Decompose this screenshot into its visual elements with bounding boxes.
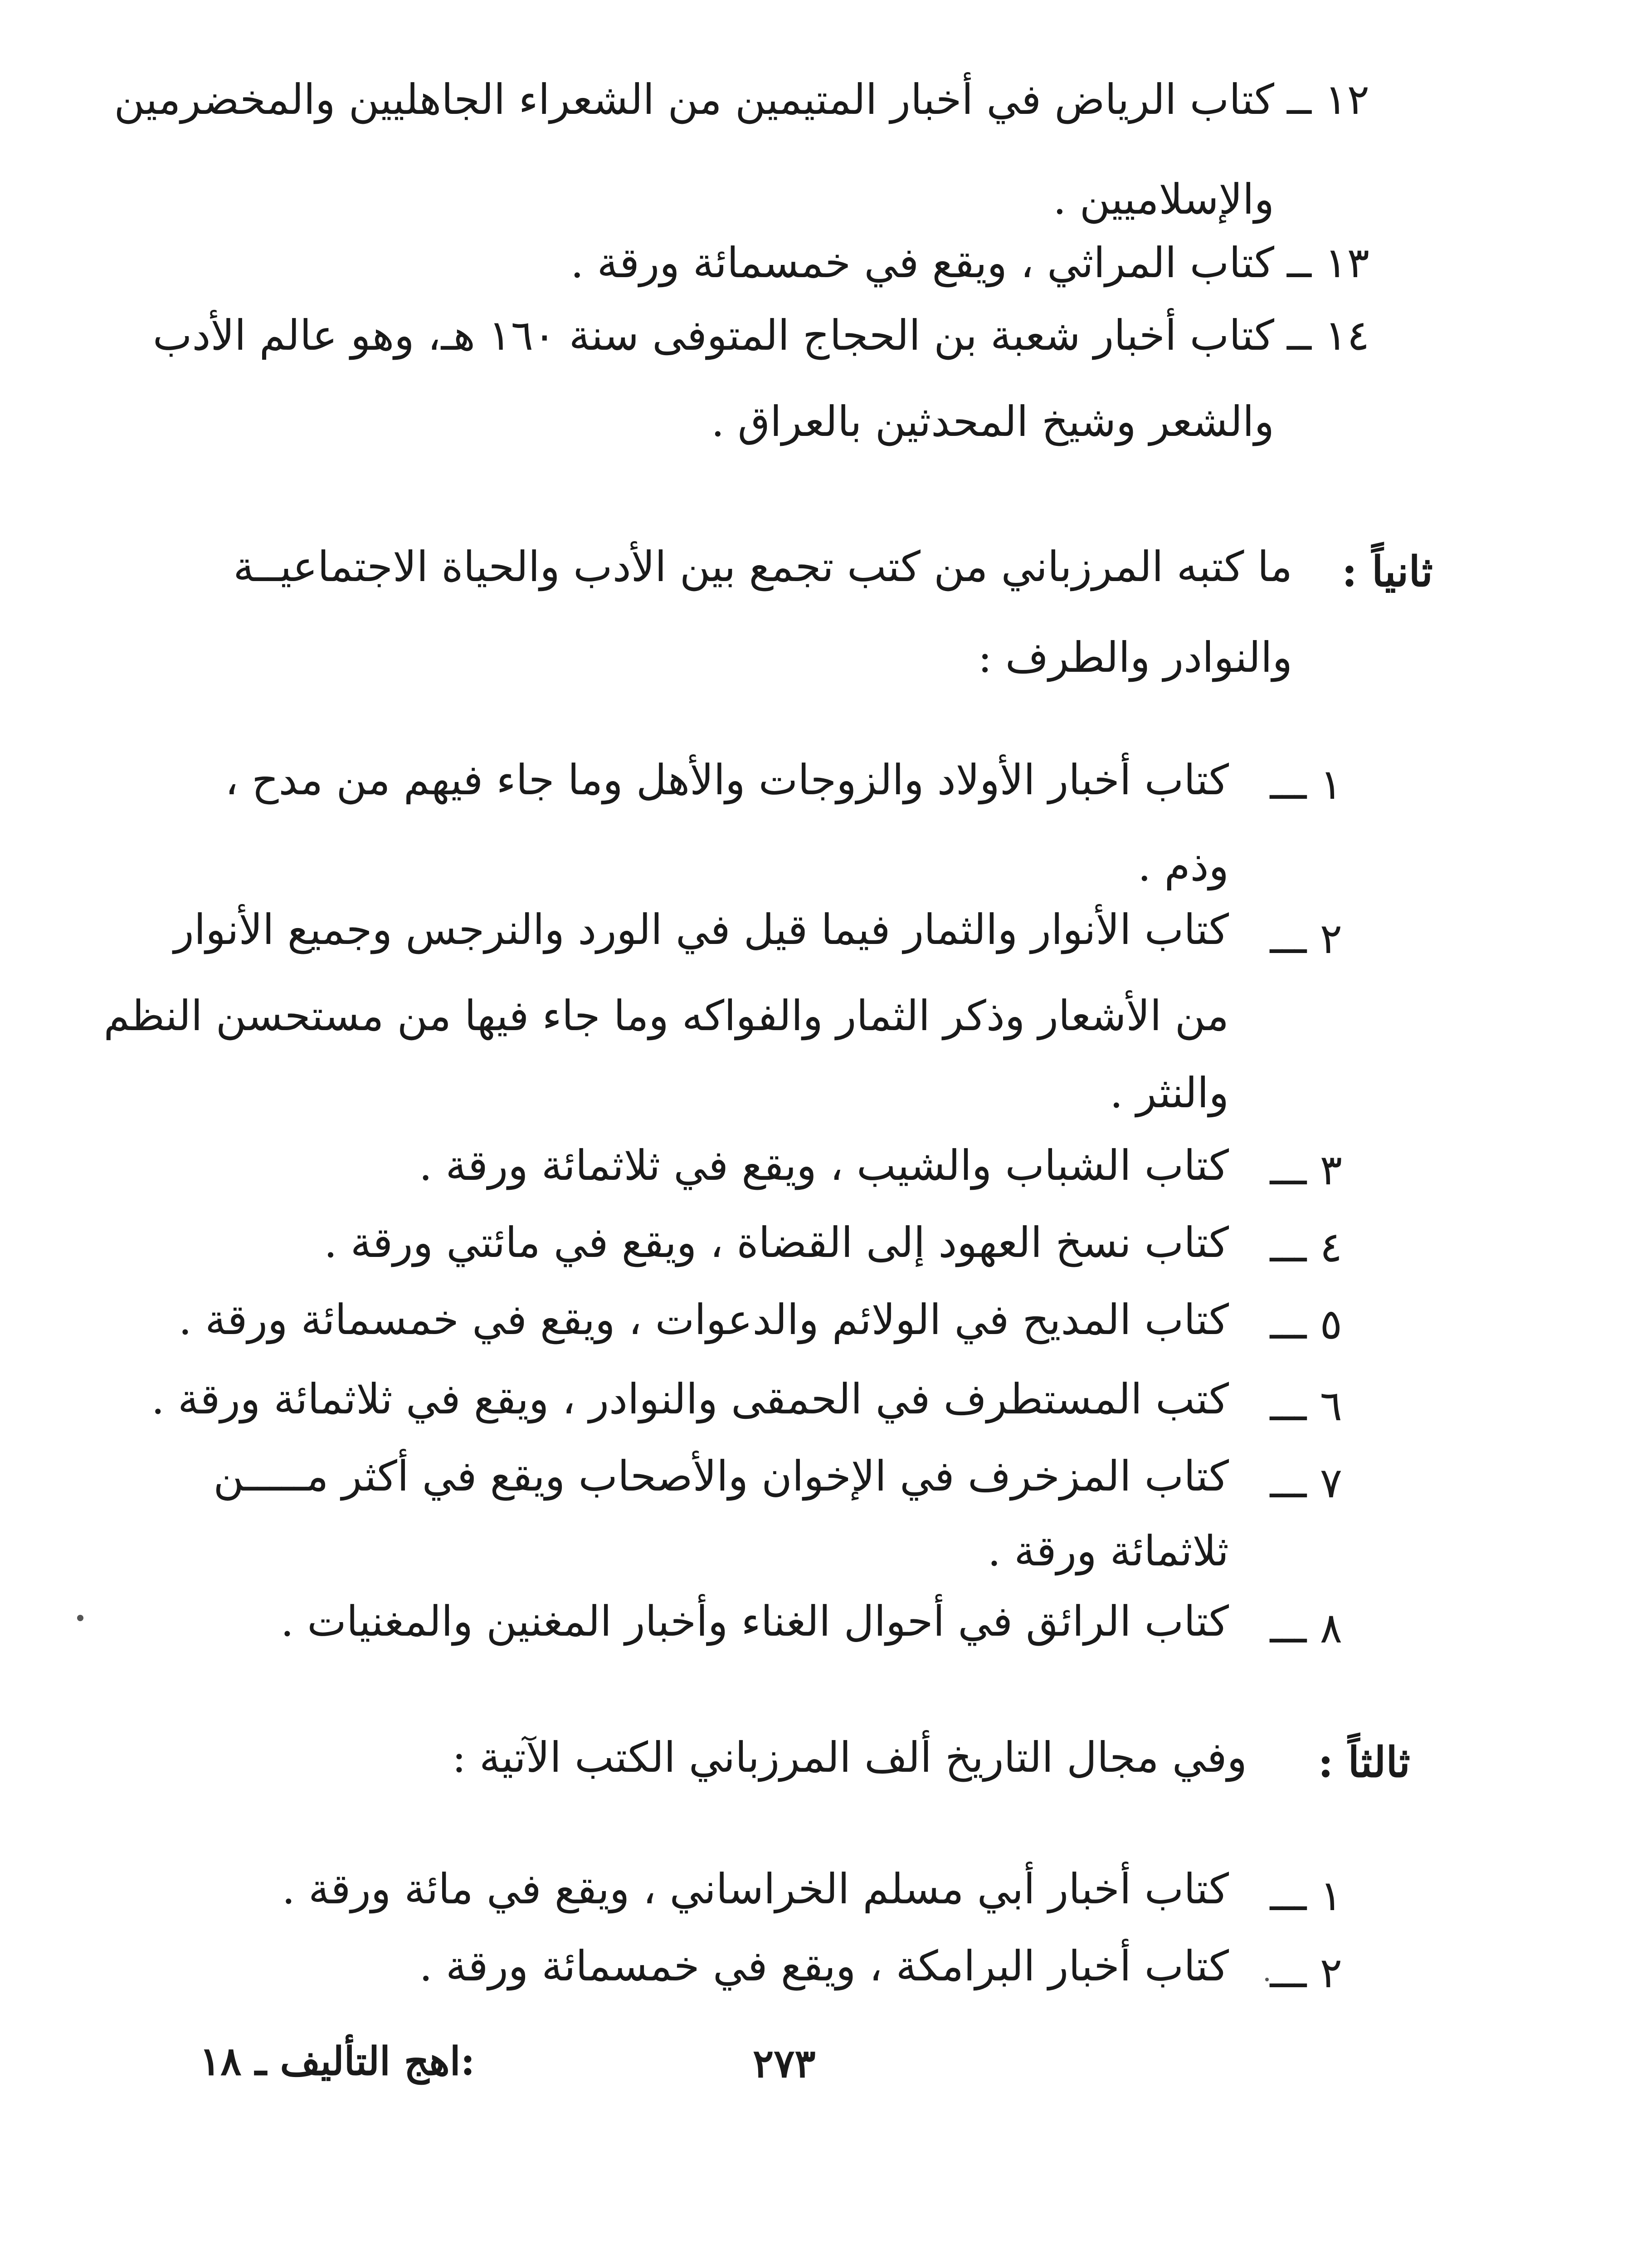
section-heading-line: وفي مجال التاريخ ألف المرزباني الكتب الآتية : xyxy=(452,1733,1247,1782)
list-item-line: والإسلاميين . xyxy=(1053,175,1274,224)
list-item-number: ١٢ ــ xyxy=(1287,75,1369,124)
page-number: ٢٧٣ xyxy=(753,2041,816,2087)
list-item-line: كتاب أخبار شعبة بن الحجاج المتوفى سنة ١٦٠ هـ، وهو عالم الأدب xyxy=(152,311,1274,360)
list-item-number: ١ ـــ xyxy=(1270,760,1342,809)
section-heading-line: والنوادر والطرف : xyxy=(978,633,1292,682)
list-item-line: كتاب الرياض في أخبار المتيمين من الشعراء الجاهليين والمخضرمين xyxy=(114,75,1274,124)
list-item-line: كتاب المراثي ، ويقع في خمسمائة ورقة . xyxy=(570,239,1274,287)
list-item-line: كتاب الأنوار والثمار فيما قيل في الورد والنرجس وجميع الأنوار xyxy=(174,905,1229,954)
list-item-number: ٢ ـــ xyxy=(1270,914,1342,963)
list-item-line: كتاب أخبار أبي مسلم الخراساني ، ويقع في مائة ورقة . xyxy=(282,1865,1229,1913)
list-item-line: كتاب المزخرف في الإخوان والأصحاب ويقع في أكثر مـــــن xyxy=(213,1452,1229,1501)
section-heading-line: ما كتبه المرزباني من كتب تجمع بين الأدب والحياة الاجتماعيــة xyxy=(233,543,1292,591)
list-item-number: ٦ ـــ xyxy=(1270,1382,1342,1430)
list-item-line: وذم . xyxy=(1138,842,1229,890)
list-item-line: والنثر . xyxy=(1110,1069,1229,1117)
list-item-number: ٤ ـــ xyxy=(1270,1223,1342,1271)
footer-signature: :اهج التأليف ـ ١٨ xyxy=(200,2038,475,2084)
list-item-line: كتاب أخبار الأولاد والزوجات والأهل وما جاء فيهم من مدح ، xyxy=(225,756,1229,804)
section-label: ثالثاً : xyxy=(1318,1738,1410,1787)
list-item-line: كتاب الشباب والشيب ، ويقع في ثلاثمائة ورقة . xyxy=(419,1141,1229,1190)
list-item-number: ٧ ـــ xyxy=(1270,1459,1342,1507)
list-item-line: كتاب أخبار البرامكة ، ويقع في خمسمائة ورقة . xyxy=(419,1942,1229,1990)
list-item-number: ١٤ ــ xyxy=(1287,311,1369,360)
list-item-line: كتب المستطرف في الحمقى والنوادر ، ويقع في ثلاثمائة ورقة . xyxy=(151,1375,1229,1423)
list-item-number: ٥ ـــ xyxy=(1270,1300,1342,1349)
list-item-line: من الأشعار وذكر الثمار والفواكه وما جاء فيها من مستحسن النظم xyxy=(103,992,1229,1040)
list-item-number: ١٣ ــ xyxy=(1287,239,1369,287)
scan-speck xyxy=(1265,1978,1269,1981)
list-item-number: ٢ ـــ xyxy=(1270,1949,1342,1997)
list-item-line: والشعر وشيخ المحدثين بالعراق . xyxy=(711,397,1274,446)
list-item-number: ٣ ـــ xyxy=(1270,1146,1342,1194)
section-label: ثانياً : xyxy=(1341,547,1433,596)
list-item-number: ٨ ـــ xyxy=(1270,1604,1342,1652)
list-item-number: ١ ـــ xyxy=(1270,1872,1342,1920)
list-item-line: ثلاثمائة ورقة . xyxy=(987,1527,1229,1575)
scan-speck xyxy=(77,1615,83,1621)
list-item-line: كتاب نسخ العهود إلى القضاة ، ويقع في مائتي ورقة . xyxy=(324,1218,1229,1267)
list-item-line: كتاب الرائق في أحوال الغناء وأخبار المغنين والمغنيات . xyxy=(280,1597,1229,1646)
list-item-line: كتاب المديح في الولائم والدعوات ، ويقع في خمسمائة ورقة . xyxy=(178,1295,1229,1344)
